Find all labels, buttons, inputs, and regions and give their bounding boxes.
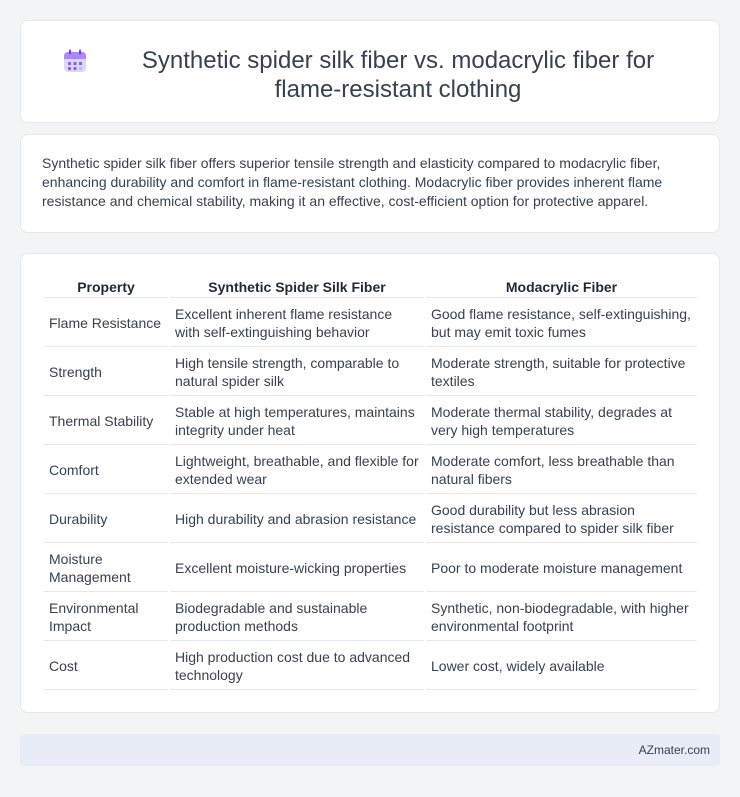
cell-property: Cost bbox=[44, 643, 168, 690]
cell-spider-silk: Excellent inherent flame resistance with self-extinguishing behavior bbox=[170, 300, 424, 347]
table-row bbox=[44, 643, 697, 690]
cell-modacrylic: Moderate thermal stability, degrades at very high temperatures bbox=[426, 398, 697, 445]
cell-modacrylic: Good flame resistance, self-extinguishing, but may emit toxic fumes bbox=[426, 300, 697, 347]
table-row bbox=[44, 594, 697, 641]
header-modacrylic: Modacrylic Fiber bbox=[426, 276, 697, 298]
calendar-icon bbox=[62, 48, 88, 74]
table-row bbox=[44, 496, 697, 543]
footer-bar bbox=[20, 734, 720, 766]
cell-spider-silk: Lightweight, breathable, and flexible for extended wear bbox=[170, 447, 424, 494]
cell-property: Thermal Stability bbox=[44, 398, 168, 445]
cell-spider-silk: High tensile strength, comparable to natural spider silk bbox=[170, 349, 424, 396]
cell-modacrylic: Synthetic, non-biodegradable, with higher environmental footprint bbox=[426, 594, 697, 641]
page-title: Synthetic spider silk fiber vs. modacrylic fiber for flame-resistant clothing bbox=[141, 47, 655, 103]
cell-spider-silk: Stable at high temperatures, maintains integrity under heat bbox=[170, 398, 424, 445]
cell-property: Durability bbox=[44, 496, 168, 543]
table-row bbox=[44, 398, 697, 445]
summary-text: Synthetic spider silk fiber offers superior tensile strength and elasticity compared to modacrylic fiber, enhancing durability and comfort in flame-resistant clothing. Modacrylic fiber provides inherent flame resistance and chemical stability, making it an effective, cost-efficient option for protective apparel. bbox=[42, 155, 663, 209]
cell-spider-silk: Excellent moisture-wicking properties bbox=[170, 545, 424, 592]
table-row bbox=[44, 545, 697, 592]
title-wrap bbox=[51, 46, 699, 104]
header-spider-silk: Synthetic Spider Silk Fiber bbox=[170, 276, 424, 298]
table-row bbox=[44, 447, 697, 494]
cell-property: Comfort bbox=[44, 447, 168, 494]
table-row bbox=[44, 300, 697, 347]
cell-modacrylic: Lower cost, widely available bbox=[426, 643, 697, 690]
cell-property: Environmental Impact bbox=[44, 594, 168, 641]
header-property: Property bbox=[44, 276, 168, 298]
cell-property: Moisture Management bbox=[44, 545, 168, 592]
cell-modacrylic: Good durability but less abrasion resistance compared to spider silk fiber bbox=[426, 496, 697, 543]
cell-spider-silk: Biodegradable and sustainable production methods bbox=[170, 594, 424, 641]
cell-modacrylic: Moderate comfort, less breathable than natural fibers bbox=[426, 447, 697, 494]
cell-modacrylic: Poor to moderate moisture management bbox=[426, 545, 697, 592]
cell-modacrylic: Moderate strength, suitable for protective textiles bbox=[426, 349, 697, 396]
summary-card bbox=[20, 134, 720, 233]
title-card bbox=[20, 20, 720, 123]
cell-property: Flame Resistance bbox=[44, 300, 168, 347]
footer-brand: AZmater.com bbox=[638, 743, 710, 757]
cell-spider-silk: High production cost due to advanced technology bbox=[170, 643, 424, 690]
cell-spider-silk: High durability and abrasion resistance bbox=[170, 496, 424, 543]
table-card bbox=[20, 253, 720, 713]
table-row bbox=[44, 349, 697, 396]
table-header-row bbox=[44, 276, 697, 298]
comparison-table bbox=[42, 274, 699, 692]
cell-property: Strength bbox=[44, 349, 168, 396]
